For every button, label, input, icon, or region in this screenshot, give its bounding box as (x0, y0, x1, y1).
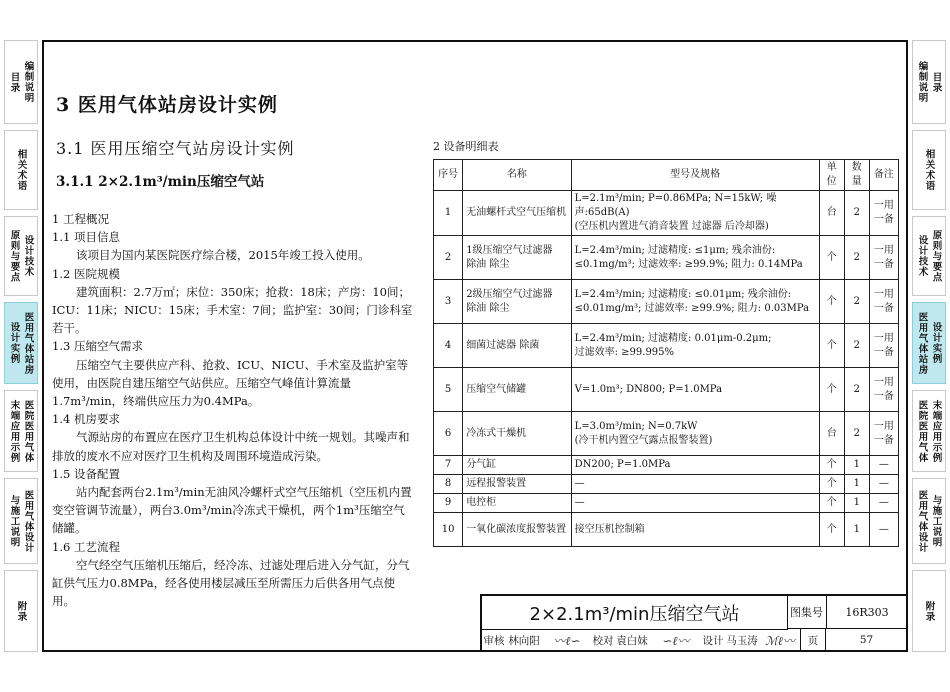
table-cell: L=2.4m³/min; 过滤精度: 0.01μm-0.2μm; 过滤效率: ≥99.995% (571, 324, 819, 368)
left-tab-3-label-1: 医用气体站房 (22, 311, 34, 375)
table-cell: 细菌过滤器 除菌 (463, 324, 571, 368)
left-tab-5[interactable] (4, 478, 38, 564)
table-cell: L=3.0m³/min; N=0.7kW (冷干机内置空气露点报警装置) (571, 412, 819, 456)
left-tab-0-label-0: 目录 (8, 71, 20, 93)
table-row (434, 368, 899, 412)
table-cell: L=2.4m³/min; 过滤精度: ≤0.01μm; 残余油份: ≤0.01mg/m³; 过滤效率: ≥99.9%; 阻力: 0.03MPa (571, 280, 819, 324)
table-cell: 个 (819, 324, 844, 368)
table-cell: 远程报警装置 (463, 475, 571, 494)
review-signature: 〰ℓ∽ (553, 633, 581, 648)
table-cell: 1 (844, 513, 869, 547)
table-cell: 6 (434, 412, 463, 456)
body-heading: 1.6 工艺流程 (52, 539, 120, 554)
left-tab-1[interactable] (4, 130, 38, 210)
table-cell: 10 (434, 513, 463, 547)
body-paragraph: 空气经空气压缩机压缩后，经冷冻、过滤处理后进入分气缸，分气缸供气压力0.8MPa，经各使用楼层减压至所需压力后供各用气点使用。 (52, 557, 410, 609)
table-cell: 1 (844, 456, 869, 475)
left-tab-4[interactable] (4, 390, 38, 472)
table-header-cell: 名称 (463, 160, 571, 191)
right-tab-3-label-0: 医用气体站房 (916, 311, 928, 375)
table-cell: 9 (434, 494, 463, 513)
table-cell: 无油螺杆式空气压缩机 (463, 191, 571, 236)
table-row (434, 280, 899, 324)
body-heading: 1.1 项目信息 (52, 230, 120, 245)
left-tab-2-label-1: 设计技术 (22, 235, 34, 277)
table-cell: 一用一备 (869, 324, 898, 368)
table-cell: 5 (434, 368, 463, 412)
right-tab-3-label-1: 设计实例 (930, 322, 942, 364)
title-block (480, 594, 908, 652)
table-header-cell: 备注 (869, 160, 898, 191)
design-name: 马玉涛 (726, 634, 758, 647)
table-cell: 4 (434, 324, 463, 368)
table-cell: 3 (434, 280, 463, 324)
table-row (434, 494, 899, 513)
check-name: 袁白妹 (616, 634, 648, 647)
table-row (434, 475, 899, 494)
table-cell: 2 (844, 191, 869, 236)
table-cell: 一用一备 (869, 280, 898, 324)
chapter-title: 3 医用气体站房设计实例 (56, 94, 278, 116)
table-cell: DN200; P=1.0MPa (571, 456, 819, 475)
atlas-label: 图集号 (787, 596, 827, 629)
right-tab-6-label-0: 附录 (923, 600, 935, 622)
table-cell: 2 (844, 412, 869, 456)
section-title: 3.1 医用压缩空气站房设计实例 (56, 139, 295, 158)
table-cell: 一用一备 (869, 191, 898, 236)
table-cell: 1级压缩空气过滤器 除油 除尘 (463, 236, 571, 280)
equipment-table (433, 159, 899, 547)
body-heading: 1.3 压缩空气需求 (52, 339, 143, 354)
right-tab-5[interactable] (912, 478, 946, 564)
table-cell: 个 (819, 475, 844, 494)
table-header-cell: 数量 (844, 160, 869, 191)
table-cell: — (571, 475, 819, 494)
review-label: 审核 (483, 634, 505, 647)
table-cell: 1 (844, 475, 869, 494)
design-signature: ℳℓ〰 (765, 633, 795, 648)
page-label: 页 (800, 629, 826, 651)
table-cell: 一用一备 (869, 236, 898, 280)
right-tab-5-label-0: 医用气体设计 (916, 489, 928, 553)
left-tab-6[interactable] (4, 570, 38, 652)
table-cell: 个 (819, 236, 844, 280)
body-text (52, 210, 414, 610)
table-cell: — (571, 494, 819, 513)
page-number: 57 (859, 634, 874, 646)
left-tab-4-label-0: 末端应用示例 (8, 399, 20, 463)
review-name: 林向阳 (508, 634, 540, 647)
left-tab-1-label-0: 相关术语 (15, 149, 27, 191)
table-cell: 2 (844, 324, 869, 368)
table-row (434, 456, 899, 475)
table-cell: 个 (819, 368, 844, 412)
table-cell: — (869, 494, 898, 513)
table-cell: 个 (819, 513, 844, 547)
body-heading: 1.4 机房要求 (52, 412, 120, 427)
table-header-row (434, 160, 899, 191)
table-cell: 2 (844, 280, 869, 324)
right-tab-4-label-1: 末端应用示例 (930, 399, 942, 463)
body-paragraph: 气源站房的布置应在医疗卫生机构总体设计中统一规划。其噪声和排放的废水不应对医疗卫生机构及周围环境造成污染。 (52, 430, 410, 463)
table-cell: — (869, 513, 898, 547)
body-paragraph: 压缩空气主要供应产科、抢救、ICU、NICU、手术室及监护室等使用，由医院自建压缩空气站供应。压缩空气峰值计算流量1.7m³/min，终端供应压力为0.4MPa。 (52, 357, 409, 409)
table-row (434, 191, 899, 236)
table-cell: 1 (434, 191, 463, 236)
right-tab-2[interactable] (912, 216, 946, 296)
right-tab-4-label-0: 医院医用气体 (916, 399, 928, 463)
body-heading: 1 工程概况 (52, 212, 109, 226)
table-row (434, 513, 899, 547)
table-header-cell: 序号 (434, 160, 463, 191)
right-tab-0-label-0: 编制说明 (916, 61, 928, 103)
table-cell: 个 (819, 280, 844, 324)
table-cell: 分气缸 (463, 456, 571, 475)
right-tab-0-label-1: 目录 (930, 71, 942, 93)
table-header-cell: 单位 (819, 160, 844, 191)
table-cell: 8 (434, 475, 463, 494)
check-signature: ∽ℓ〰 (662, 633, 690, 648)
table-cell: 1 (844, 494, 869, 513)
right-tab-5-label-1: 与施工说明 (930, 494, 942, 548)
left-tab-4-label-1: 医院医用气体 (22, 399, 34, 463)
table-cell: 2 (434, 236, 463, 280)
design-label: 设计 (702, 634, 724, 647)
body-paragraph: 建筑面积：2.7万㎡；床位：350床；抢救：18床；产房：10间；ICU：11床；NICU：15床；手术室：7间；监护室：30间；门诊科室若干。 (52, 284, 413, 336)
body-paragraph: 该项目为国内某医院医疗综合楼，2015年竣工投入使用。 (76, 248, 370, 263)
table-cell: 台 (819, 191, 844, 236)
atlas-number: 16R303 (827, 596, 908, 629)
right-tab-4[interactable] (912, 390, 946, 472)
table-cell: V=1.0m³; DN800; P=1.0MPa (571, 368, 819, 412)
right-tab-3[interactable] (912, 302, 946, 384)
table-cell: L=2.1m³/min; P=0.86MPa; N=15kW; 噪声:65dB(A) (空压机内置进气消音装置 过滤器 后冷却器) (571, 191, 819, 236)
table-cell: 一用一备 (869, 412, 898, 456)
body-paragraph: 站内配套两台2.1m³/min无油风冷螺杆式空气压缩机（空压机内置变空管调节流量），两台3.0m³/min冷冻式干燥机，两个1m³压缩空气储罐。 (52, 485, 412, 536)
table-row (434, 412, 899, 456)
table-cell: 冷冻式干燥机 (463, 412, 571, 456)
table-cell: 2 (844, 368, 869, 412)
table-cell: 2 (844, 236, 869, 280)
table-cell: 个 (819, 494, 844, 513)
right-tab-6[interactable] (912, 570, 946, 652)
left-tab-5-label-0: 与施工说明 (8, 494, 20, 548)
left-tab-2-label-0: 原则与要点 (8, 229, 20, 283)
table-cell: — (869, 475, 898, 494)
body-heading: 1.2 医院规模 (52, 266, 120, 281)
right-tab-0[interactable] (912, 40, 946, 124)
table-cell: 2级压缩空气过滤器 除油 除尘 (463, 280, 571, 324)
left-tab-3[interactable] (4, 302, 38, 384)
table-cell: 一氧化碳浓度报警装置 (463, 513, 571, 547)
body-heading: 1.5 设备配置 (52, 466, 120, 481)
check-label: 校对 (592, 634, 614, 647)
left-tab-3-label-0: 设计实例 (8, 322, 20, 364)
table-row (434, 236, 899, 280)
left-tab-5-label-1: 医用气体设计 (22, 489, 34, 553)
right-tab-2-label-0: 设计技术 (916, 235, 928, 277)
table-row (434, 324, 899, 368)
table-cell: 个 (819, 456, 844, 475)
table-header-cell: 型号及规格 (571, 160, 819, 191)
table-cell: 台 (819, 412, 844, 456)
subsection-title: 3.1.1 2×2.1m³/min压缩空气站 (56, 174, 265, 190)
drawing-title: 2×2.1m³/min压缩空气站 (482, 596, 788, 630)
table-cell: 7 (434, 456, 463, 475)
right-tab-1[interactable] (912, 130, 946, 210)
right-tab-2-label-1: 原则与要点 (930, 229, 942, 283)
left-tab-6-label-0: 附录 (15, 600, 27, 622)
table-cell: 一用一备 (869, 368, 898, 412)
table-cell: 接空压机控制箱 (571, 513, 819, 547)
table-cell: L=2.4m³/min; 过滤精度: ≤1μm; 残余油份: ≤0.1mg/m³; 过滤效率: ≥99.9%; 阻力: 0.14MPa (571, 236, 819, 280)
left-tab-2[interactable] (4, 216, 38, 296)
right-tab-1-label-0: 相关术语 (923, 149, 935, 191)
table-cell: 压缩空气储罐 (463, 368, 571, 412)
left-tab-0[interactable] (4, 40, 38, 124)
left-tab-0-label-1: 编制说明 (22, 61, 34, 103)
table-caption: 2 设备明细表 (433, 140, 499, 153)
table-cell: — (869, 456, 898, 475)
table-cell: 电控柜 (463, 494, 571, 513)
signature-row (482, 629, 907, 651)
